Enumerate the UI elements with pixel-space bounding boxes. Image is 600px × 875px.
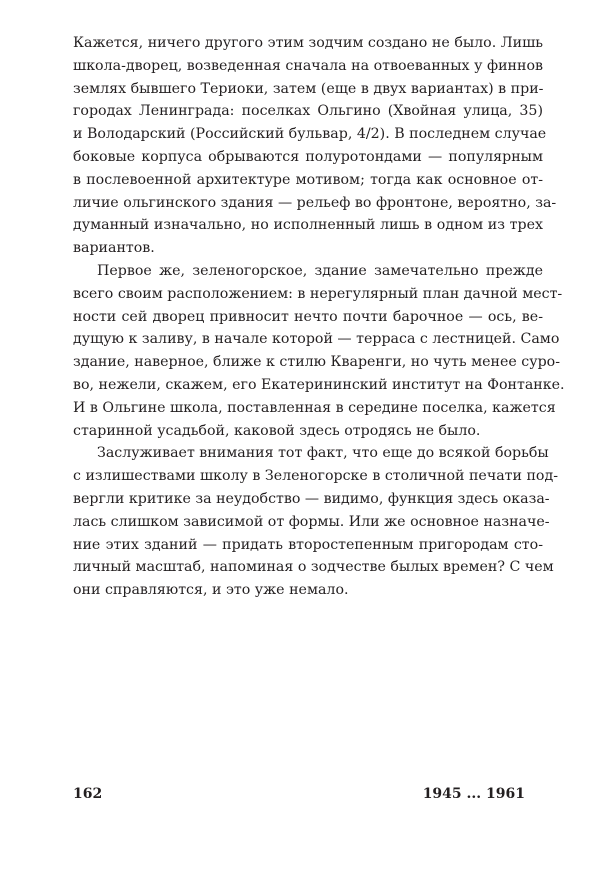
paragraph: [73, 32, 557, 260]
text-line: они справляются, и это уже немало.: [73, 582, 349, 599]
text-line: лась слишком зависимой от формы. Или же основное назначе-: [73, 513, 550, 530]
page-number: 162: [73, 786, 103, 802]
text-line: во, нежели, скажем, его Екатерининский институт на Фонтанке.: [73, 376, 565, 393]
text-line: городах Ленинграда: поселках Ольгино (Хвойная улица, 35): [73, 103, 543, 120]
text-line: личие ольгинского здания — рельеф во фронтоне, вероятно, за-: [73, 194, 557, 211]
text-line: думанный изначально, но исполненный лишь в одном из трех: [73, 217, 543, 234]
text-line: Заслуживает внимания тот факт, что еще до всякой борьбы: [97, 445, 549, 462]
paragraph: [73, 260, 565, 442]
text-line: школа-дворец, возведенная сначала на отвоеванных у финнов: [73, 57, 543, 74]
text-line: вергли критике за неудобство — видимо, функция здесь оказа-: [73, 490, 550, 507]
text-line: И в Ольгине школа, поставленная в середине поселка, кажется: [73, 399, 556, 416]
text-line: личный масштаб, напоминая о зодчестве былых времен? С чем: [73, 559, 554, 576]
text-line: всего своим расположением: в нерегулярный план дачной мест-: [73, 285, 563, 302]
text-line: здание, наверное, ближе к стилю Кваренги, но чуть менее суро-: [73, 354, 561, 371]
text-line: землях бывшего Териоки, затем (еще в двух вариантах) в при-: [73, 80, 544, 97]
body-text: [73, 32, 565, 602]
text-line: с излишествами школу в Зеленогорске в столичной печати под-: [73, 468, 559, 485]
paragraph: [73, 442, 559, 602]
text-line: и Володарский (Российский бульвар, 4/2). В последнем случае: [73, 126, 547, 143]
text-line: дущую к заливу, в начале которой — терраса с лестницей. Само: [73, 331, 560, 348]
page-footer: [73, 786, 525, 808]
text-line: ние этих зданий — придать второстепенным пригородам сто-: [73, 536, 543, 553]
text-line: старинной усадьбой, каковой здесь отродясь не было.: [73, 422, 481, 439]
text-line: ности сей дворец привносит нечто почти барочное — ось, ве-: [73, 308, 543, 325]
text-line: вариантов.: [73, 240, 155, 257]
text-line: боковые корпуса обрываются полуротондами — популярным: [73, 148, 543, 165]
text-line: в послевоенной архитектуре мотивом; тогда как основное от-: [73, 171, 543, 188]
text-line: Кажется, ничего другого этим зодчим создано не было. Лишь: [73, 35, 543, 51]
running-head: 1945 ... 1961: [422, 786, 525, 802]
text-line: Первое же, зеленогорское, здание замечательно прежде: [97, 262, 543, 279]
